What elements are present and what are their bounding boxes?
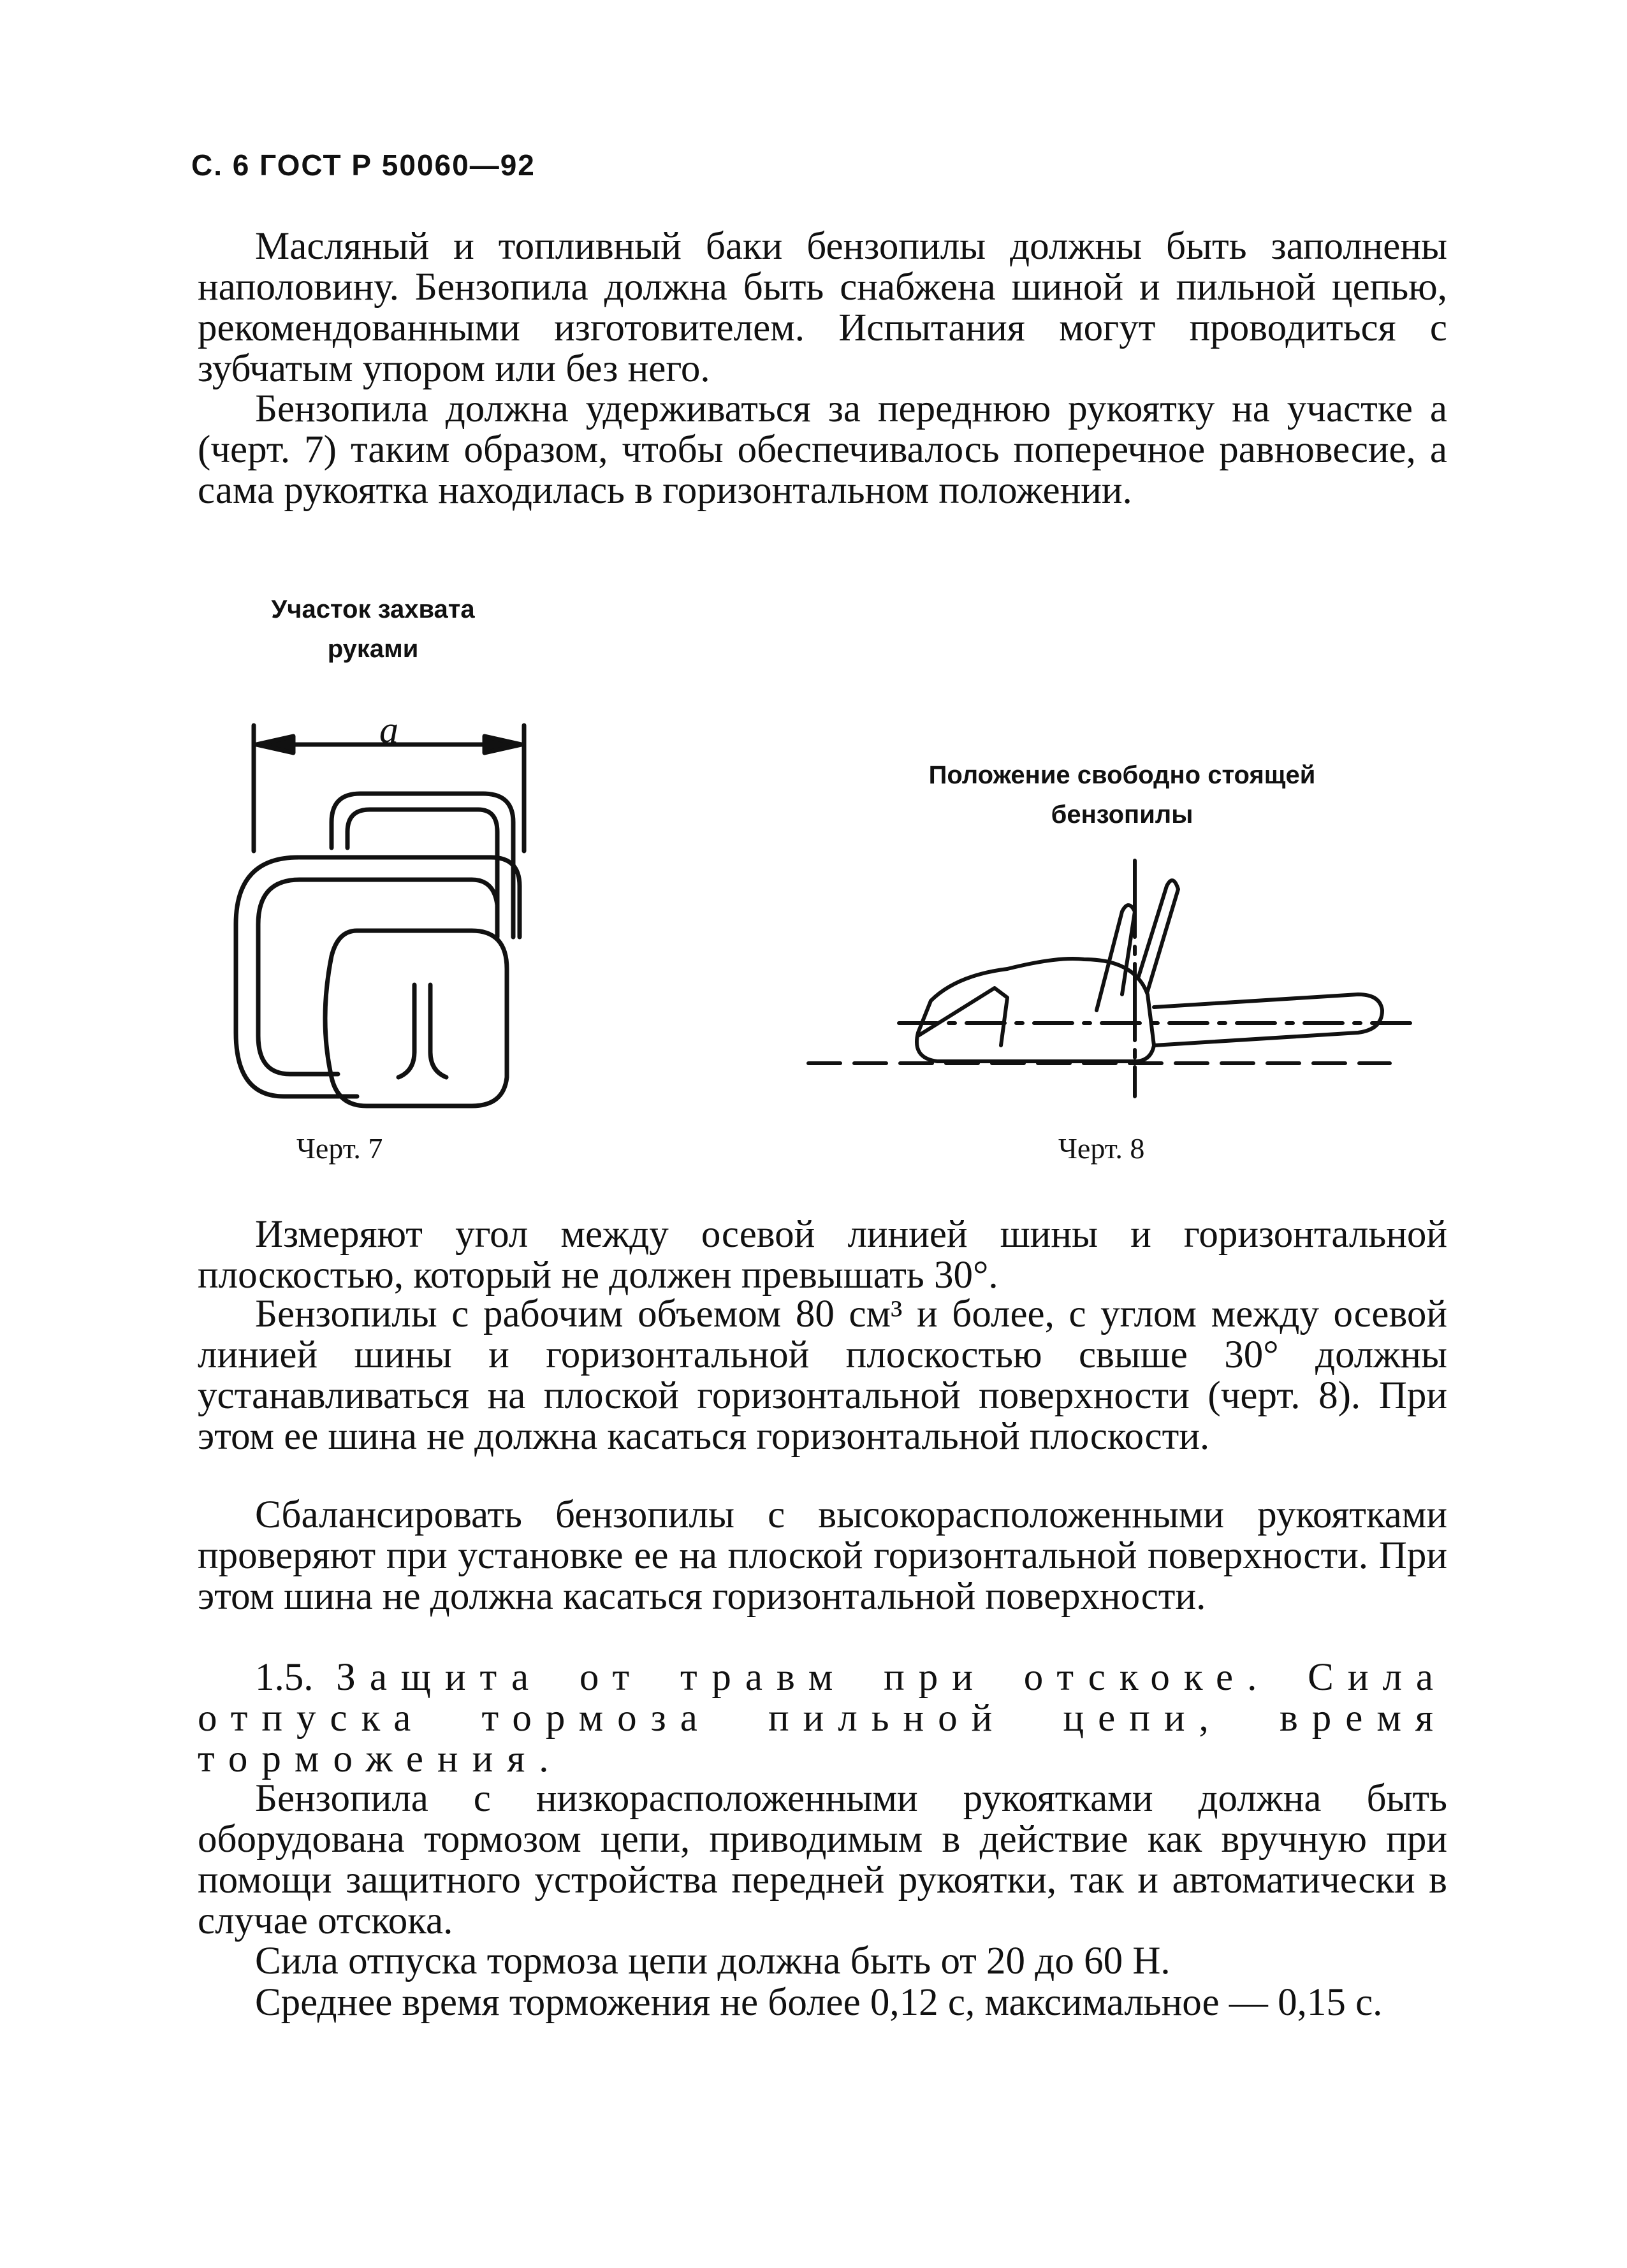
fig7-dim-arrow-right	[485, 736, 522, 753]
fig8-front-handle-left	[1097, 905, 1135, 1010]
paragraph-4-text: Бензопилы с рабочим объемом 80 см³ и более, с углом между осевой линией шины и горизонтальной плоскостью свыше 30° должны устанавливаться на плоской горизонтальной поверхности (черт. 8). При этом ее шина не должна касаться горизонтальной плоскости.	[198, 1293, 1447, 1458]
paragraph-5-text: Сбалансировать бензопилы с высокорасположенными рукоятками проверяют при установке ее на плоской горизонтальной поверхности. При этом шина не должна касаться горизонтальной поверхности.	[198, 1494, 1447, 1618]
fig7-detail-right	[430, 985, 446, 1077]
paragraph-8	[198, 1941, 1447, 1982]
paragraph-8-text: Сила отпуска тормоза цепи должна быть от 20 до 60 Н.	[255, 1940, 1171, 1982]
section-number: 1.5.	[255, 1656, 314, 1699]
fig8-guide-bar	[1154, 994, 1382, 1045]
paragraph-2-text: Бензопила должна удерживаться за переднюю рукоятку на участке a (черт. 7) таким образом, чтобы обеспечивалось поперечное равновесие, а сама рукоятка находилась в горизонтальном положении.	[198, 388, 1447, 512]
fig7-dimension-label: a	[379, 709, 398, 751]
paragraph-3-text: Измеряют угол между осевой линией шины и горизонтальной плоскостью, который не должен превышать 30°.	[198, 1213, 1447, 1297]
paragraph-7-text: Бензопила с низкорасположенными рукоятками должна быть оборудована тормозом цепи, приводимым в действие как вручную при помощи защитного устройства передней рукоятки, так и автоматически в случае отскока.	[198, 1777, 1447, 1942]
page-header: С. 6 ГОСТ Р 50060—92	[191, 149, 536, 182]
fig8-rear-handle	[918, 988, 1007, 1045]
paragraph-7	[198, 1778, 1447, 1942]
fig7-detail-left	[398, 985, 414, 1077]
fig7-label: Черт. 7	[296, 1132, 383, 1165]
fig7-dim-arrow-left	[256, 736, 293, 753]
fig7-caption-line1: Участок захвата	[271, 595, 475, 623]
paragraph-9-text: Среднее время торможения не более 0,12 с, максимальное — 0,15 с.	[255, 1981, 1383, 2024]
fig8-caption-line1: Положение свободно стоящей	[928, 761, 1316, 789]
fig7-frame-inner-top	[300, 880, 497, 905]
fig8-caption-line2: бензопилы	[1051, 801, 1193, 829]
paragraph-3	[198, 1214, 1447, 1296]
fig7-frame-top	[300, 857, 520, 937]
fig7-handle-inner-top	[347, 810, 497, 937]
fig8-front-handle-right	[1138, 880, 1178, 991]
paragraph-6	[198, 1657, 1447, 1780]
fig8-caption	[867, 755, 1377, 834]
paragraph-9	[198, 1982, 1447, 2023]
fig8-body	[917, 959, 1154, 1061]
fig7-caption-line2: руками	[327, 635, 419, 663]
paragraph-4	[198, 1294, 1447, 1457]
paragraph-5	[198, 1495, 1447, 1617]
paragraph-1-text: Масляный и топливный баки бензопилы должны быть заполнены наполовину. Бензопила должна быть снабжена шиной и пильной цепью, рекомендованными изготовителем. Испытания могут проводиться с зубчатым упором или без него.	[198, 225, 1447, 390]
fig7-frame-outer	[236, 857, 357, 1096]
fig7-handle-outer-top	[332, 794, 513, 937]
section-title: Защита от травм при отскоке. Сила отпуска тормоза пильной цепи, время торможения.	[198, 1656, 1447, 1780]
fig8-label: Черт. 8	[1058, 1132, 1145, 1165]
